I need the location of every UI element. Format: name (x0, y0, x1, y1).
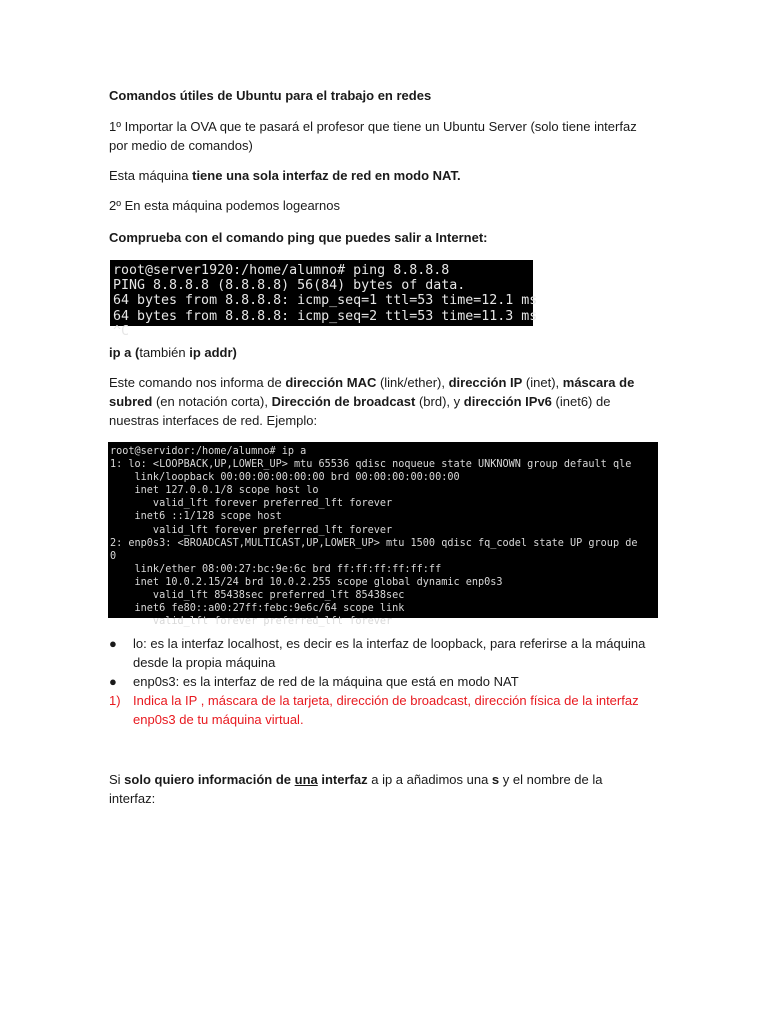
single-interface-paragraph: Si solo quiero información de una interfaz a ip a añadimos una s y el nombre de la interfaz: (109, 772, 603, 806)
ip-a-terminal-screenshot (108, 442, 658, 628)
terminal-line: 64 bytes from 8.8.8.8: icmp_seq=1 ttl=53 time=12.1 ms (113, 293, 538, 309)
terminal-line: inet 127.0.0.1/8 scope host lo (110, 485, 319, 497)
terminal-line: valid_lft forever preferred_lft forever (110, 498, 393, 510)
terminal-line: PING 8.8.8.8 (8.8.8.8) 56(84) bytes of data. (113, 278, 466, 294)
interface-list (109, 634, 649, 729)
terminal-line: 2: enp0s3: <BROADCAST,MULTICAST,UP,LOWER_UP> mtu 1500 qdisc fq_codel state UP group de (110, 537, 638, 549)
nat-paragraph: Esta máquina tiene una sola interfaz de red en modo NAT. (109, 168, 461, 183)
bullet-marker: ● (109, 674, 117, 689)
document-heading: Comandos útiles de Ubuntu para el trabajo en redes (109, 88, 432, 103)
number-marker: 1) (109, 693, 121, 708)
terminal-line: link/ether 08:00:27:bc:9e:6c brd ff:ff:ff:ff:ff:ff (110, 563, 442, 575)
ping-terminal-screenshot (110, 260, 538, 339)
ip-a-heading: ip a (también ip addr) (109, 345, 237, 360)
ip-a-description: Este comando nos informa de dirección MAC (link/ether), dirección IP (inet), máscara de subred (en notación corta), Dirección de broadcast (brd), y dirección IPv6 (inet6) de nuestras interfaces de red. Ejemplo: (109, 375, 635, 428)
terminal-line: ^C (113, 323, 130, 339)
exercise-item: 1) Indica la IP , máscara de la tarjeta, dirección de broadcast, dirección física de la interfaz enp0s3 de tu máquina virtual. (109, 693, 639, 727)
ping-heading: Comprueba con el comando ping que puedes salir a Internet: (109, 230, 488, 245)
terminal-line: root@server1920:/home/alumno# ping 8.8.8.8 (113, 263, 450, 278)
list-item: ● enp0s3: es la interfaz de red de la máquina que está en modo NAT (109, 674, 519, 689)
terminal-line: 64 bytes from 8.8.8.8: icmp_seq=2 ttl=53 time=11.3 ms (113, 308, 538, 324)
list-item: ● lo: es la interfaz localhost, es decir es la interfaz de loopback, para referirse a la máquina desde la propia máquina (109, 636, 646, 670)
terminal-line: link/loopback 00:00:00:00:00:00 brd 00:00:00:00:00:00 (110, 472, 460, 484)
terminal-line: valid_lft 85438sec preferred_lft 85438sec (110, 590, 405, 602)
terminal-line: inet 10.0.2.15/24 brd 10.0.2.255 scope global dynamic enp0s3 (110, 576, 503, 588)
terminal-line: 0 (110, 550, 117, 562)
terminal-line: inet6 fe80::a00:27ff:febc:9e6c/64 scope link (110, 603, 405, 615)
terminal-line: 1: lo: <LOOPBACK,UP,LOWER_UP> mtu 65536 qdisc noqueue state UNKNOWN group default qle (110, 459, 632, 471)
terminal-line: root@servidor:/home/alumno# ip a (110, 446, 307, 457)
step-1-paragraph: 1º Importar la OVA que te pasará el profesor que tiene un Ubuntu Server (solo tiene interfaz por medio de comandos) (109, 119, 637, 153)
terminal-line: inet6 ::1/128 scope host (110, 511, 282, 523)
bullet-marker: ● (109, 636, 117, 651)
terminal-line: valid_lft forever preferred_lft forever (110, 524, 393, 536)
step-2-paragraph: 2º En esta máquina podemos logearnos (109, 198, 340, 213)
terminal-line: valid_lft forever preferred_lft forever (110, 616, 393, 628)
